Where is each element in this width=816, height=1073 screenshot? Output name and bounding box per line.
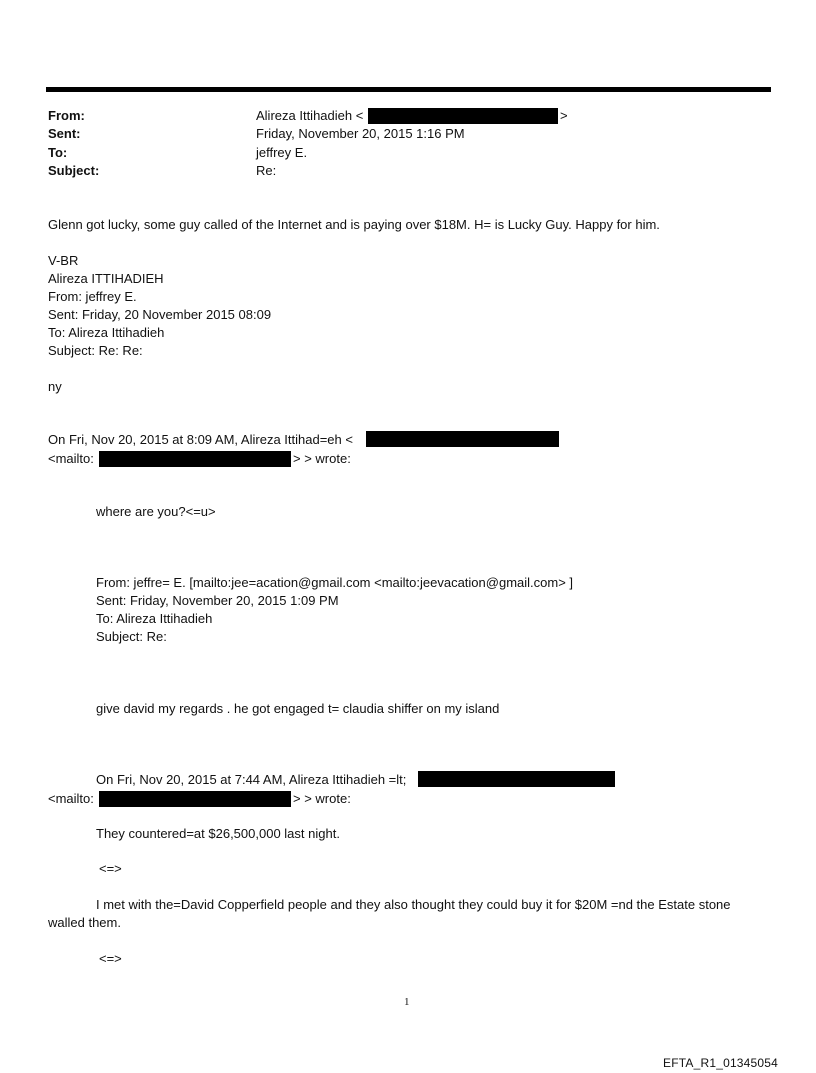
mailto-prefix: <mailto: xyxy=(48,791,94,806)
quoted-subject: Subject: Re: xyxy=(96,629,167,644)
header-rule xyxy=(46,87,771,92)
to-label: To: xyxy=(48,145,68,160)
quoted-from: From: jeffre= E. [mailto:jee=acation@gmail.com <mailto:jeevacation@gmail.com> ] xyxy=(96,575,574,590)
sent-value: Friday, November 20, 2015 1:16 PM xyxy=(256,126,465,141)
quoted-sent: Sent: Friday, November 20, 2015 1:09 PM xyxy=(96,593,339,608)
from-name: Alireza Ittihadieh < xyxy=(256,108,364,123)
from-close: > xyxy=(560,108,568,123)
body-line: ny xyxy=(48,379,62,394)
quoted-subject: Subject: Re: Re: xyxy=(48,343,143,358)
quoted-from: From: jeffrey E. xyxy=(48,289,137,304)
separator-line: <=> xyxy=(99,861,122,876)
mailto-suffix: > > wrote: xyxy=(293,451,351,466)
separator-line: <=> xyxy=(99,951,122,966)
body-line: walled them. xyxy=(48,915,121,930)
body-line: They countered=at $26,500,000 last night. xyxy=(96,826,340,841)
redaction-bar xyxy=(366,431,559,447)
body-line: give david my regards . he got engaged t= claudia shiffer on my island xyxy=(96,701,500,716)
to-value: jeffrey E. xyxy=(256,145,308,160)
signature-line: Alireza ITTIHADIEH xyxy=(48,271,164,286)
quoted-to: To: Alireza Ittihadieh xyxy=(96,611,213,626)
subject-value: Re: xyxy=(256,163,277,178)
document-id: EFTA_R1_01345054 xyxy=(663,1056,779,1070)
mailto-suffix: > > wrote: xyxy=(293,791,351,806)
body-line: Glenn got lucky, some guy called of the Internet and is paying over $18M. H= is Lucky Guy. Happy for him. xyxy=(48,217,660,232)
subject-label: Subject: xyxy=(48,163,100,178)
quote-attribution: On Fri, Nov 20, 2015 at 8:09 AM, Alireza Ittihad=eh < xyxy=(48,432,353,447)
redaction-bar xyxy=(418,771,615,787)
redaction-bar xyxy=(99,791,291,807)
quoted-sent: Sent: Friday, 20 November 2015 08:09 xyxy=(48,307,272,322)
quote-attribution: On Fri, Nov 20, 2015 at 7:44 AM, Alireza Ittihadieh =lt; xyxy=(96,772,407,787)
from-label: From: xyxy=(48,108,85,123)
quoted-to: To: Alireza Ittihadieh xyxy=(48,325,165,340)
sent-label: Sent: xyxy=(48,126,81,141)
body-line: I met with the=David Copperfield people and they also thought they could buy it for $20M =nd the Estate stone xyxy=(96,897,731,912)
signature-line: V-BR xyxy=(48,253,79,268)
redaction-bar xyxy=(99,451,291,467)
mailto-prefix: <mailto: xyxy=(48,451,94,466)
body-line: where are you?<=u> xyxy=(96,504,216,519)
page-number: 1 xyxy=(404,996,410,1008)
redaction-bar xyxy=(368,108,558,124)
